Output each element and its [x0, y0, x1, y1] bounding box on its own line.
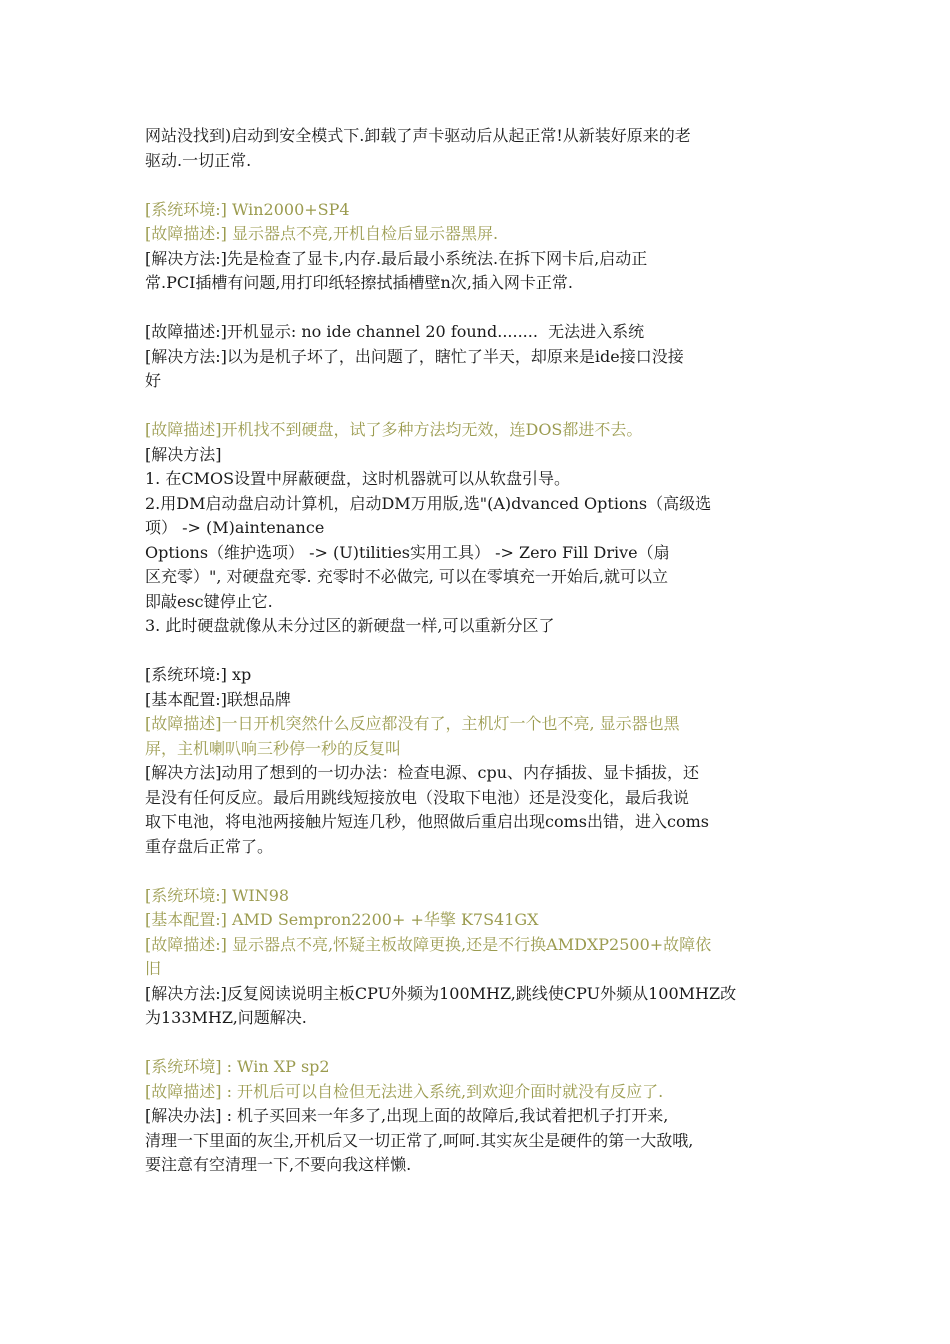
text-line: [解决方法]: [145, 444, 222, 464]
document-body: [145, 124, 825, 1178]
highlighted-text-line: [系统环境:] WIN98: [145, 885, 290, 905]
text-line: 即敲esc键停止它.: [145, 591, 273, 611]
text-line: 3. 此时硬盘就像从未分过区的新硬盘一样,可以重新分区了: [145, 616, 555, 635]
paragraph-gap: [145, 394, 825, 419]
text-line: 区充零）", 对硬盘充零. 充零时不必做完, 可以在零填充一开始后,就可以立: [145, 567, 668, 586]
text-line: 驱动.一切正常.: [145, 150, 252, 170]
highlighted-text-line: 屏，主机喇叭响三秒停一秒的反复叫: [145, 738, 402, 758]
text-line: 是没有任何反应。最后用跳线短接放电（没取下电池）还是没变化，最后我说: [145, 787, 690, 807]
text-line: [解决方法:]以为是机子坏了，出问题了，瞎忙了半天，却原来是ide接口没接: [145, 346, 684, 366]
text-line: [解决方法:]先是检查了显卡,内存.最后最小系统法.在拆下网卡后,启动正: [145, 248, 648, 268]
highlighted-text-line: 旧: [145, 959, 162, 978]
highlighted-text-line: [系统环境] : Win XP sp2: [145, 1057, 330, 1076]
highlighted-text-line: [故障描述]一日开机突然什么反应都没有了，主机灯一个也不亮, 显示器也黑: [145, 714, 680, 733]
text-line: 项） -> (M)aintenance: [145, 518, 325, 537]
highlighted-text-line: [系统环境:] Win2000+SP4: [145, 199, 350, 219]
text-line: [故障描述:]开机显示: no ide channel 20 found........ 无法进入系统: [145, 322, 645, 341]
text-line: 要注意有空清理一下,不要向我这样懒.: [145, 1155, 412, 1174]
text-line: [系统环境:] xp: [145, 665, 252, 684]
paragraph-gap: [145, 639, 825, 664]
paragraph-gap: [145, 173, 825, 198]
text-line: 网站没找到)启动到安全模式下.卸载了声卡驱动后从起正常!从新装好原来的老: [145, 126, 691, 145]
highlighted-text-line: [故障描述] : 开机后可以自检但无法进入系统,到欢迎介面时就没有反应了.: [145, 1081, 664, 1101]
text-line: 重存盘后正常了。: [145, 836, 274, 856]
text-line: 好: [145, 371, 162, 390]
paragraph-gap: [145, 859, 825, 884]
paragraph-gap: [145, 1031, 825, 1056]
text-line: [解决方法:]反复阅读说明主板CPU外频为100MHZ,跳线使CPU外频从100MHZ改: [145, 983, 737, 1003]
text-line: [基本配置:]联想品牌: [145, 689, 291, 709]
text-line: 清理一下里面的灰尘,开机后又一切正常了,呵呵.其实灰尘是硬件的第一大敌哦,: [145, 1130, 694, 1150]
text-line: 为133MHZ,问题解决.: [145, 1008, 307, 1027]
highlighted-text-line: [故障描述:] 显示器点不亮,开机自检后显示器黑屏.: [145, 224, 499, 243]
text-line: 1. 在CMOS设置中屏蔽硬盘，这时机器就可以从软盘引导。: [145, 469, 571, 488]
highlighted-text-line: [故障描述]开机找不到硬盘，试了多种方法均无效，连DOS都进不去。: [145, 420, 643, 439]
paragraph-gap: [145, 296, 825, 321]
highlighted-text-line: [故障描述:] 显示器点不亮,怀疑主板故障更换,还是不行换AMDXP2500+故障依: [145, 934, 712, 954]
text-line: 2.用DM启动盘启动计算机，启动DM万用版,选"(A)dvanced Options（高级选: [145, 493, 712, 513]
text-line: 取下电池，将电池两接触片短连几秒，他照做后重启出现coms出错，进入coms: [145, 812, 709, 831]
text-line: [解决办法] : 机子买回来一年多了,出现上面的故障后,我试着把机子打开来,: [145, 1106, 669, 1125]
highlighted-text-line: [基本配置:] AMD Sempron2200+ +华擎 K7S41GX: [145, 910, 539, 929]
text-line: Options（维护选项） -> (U)tilities实用工具） -> Zero Fill Drive（扇: [145, 542, 670, 562]
text-line: [解决方法]动用了想到的一切办法：检查电源、cpu、内存插拔、显卡插拔，还: [145, 763, 699, 782]
text-line: 常.PCI插槽有问题,用打印纸轻擦拭插槽壁n次,插入网卡正常.: [145, 273, 573, 292]
